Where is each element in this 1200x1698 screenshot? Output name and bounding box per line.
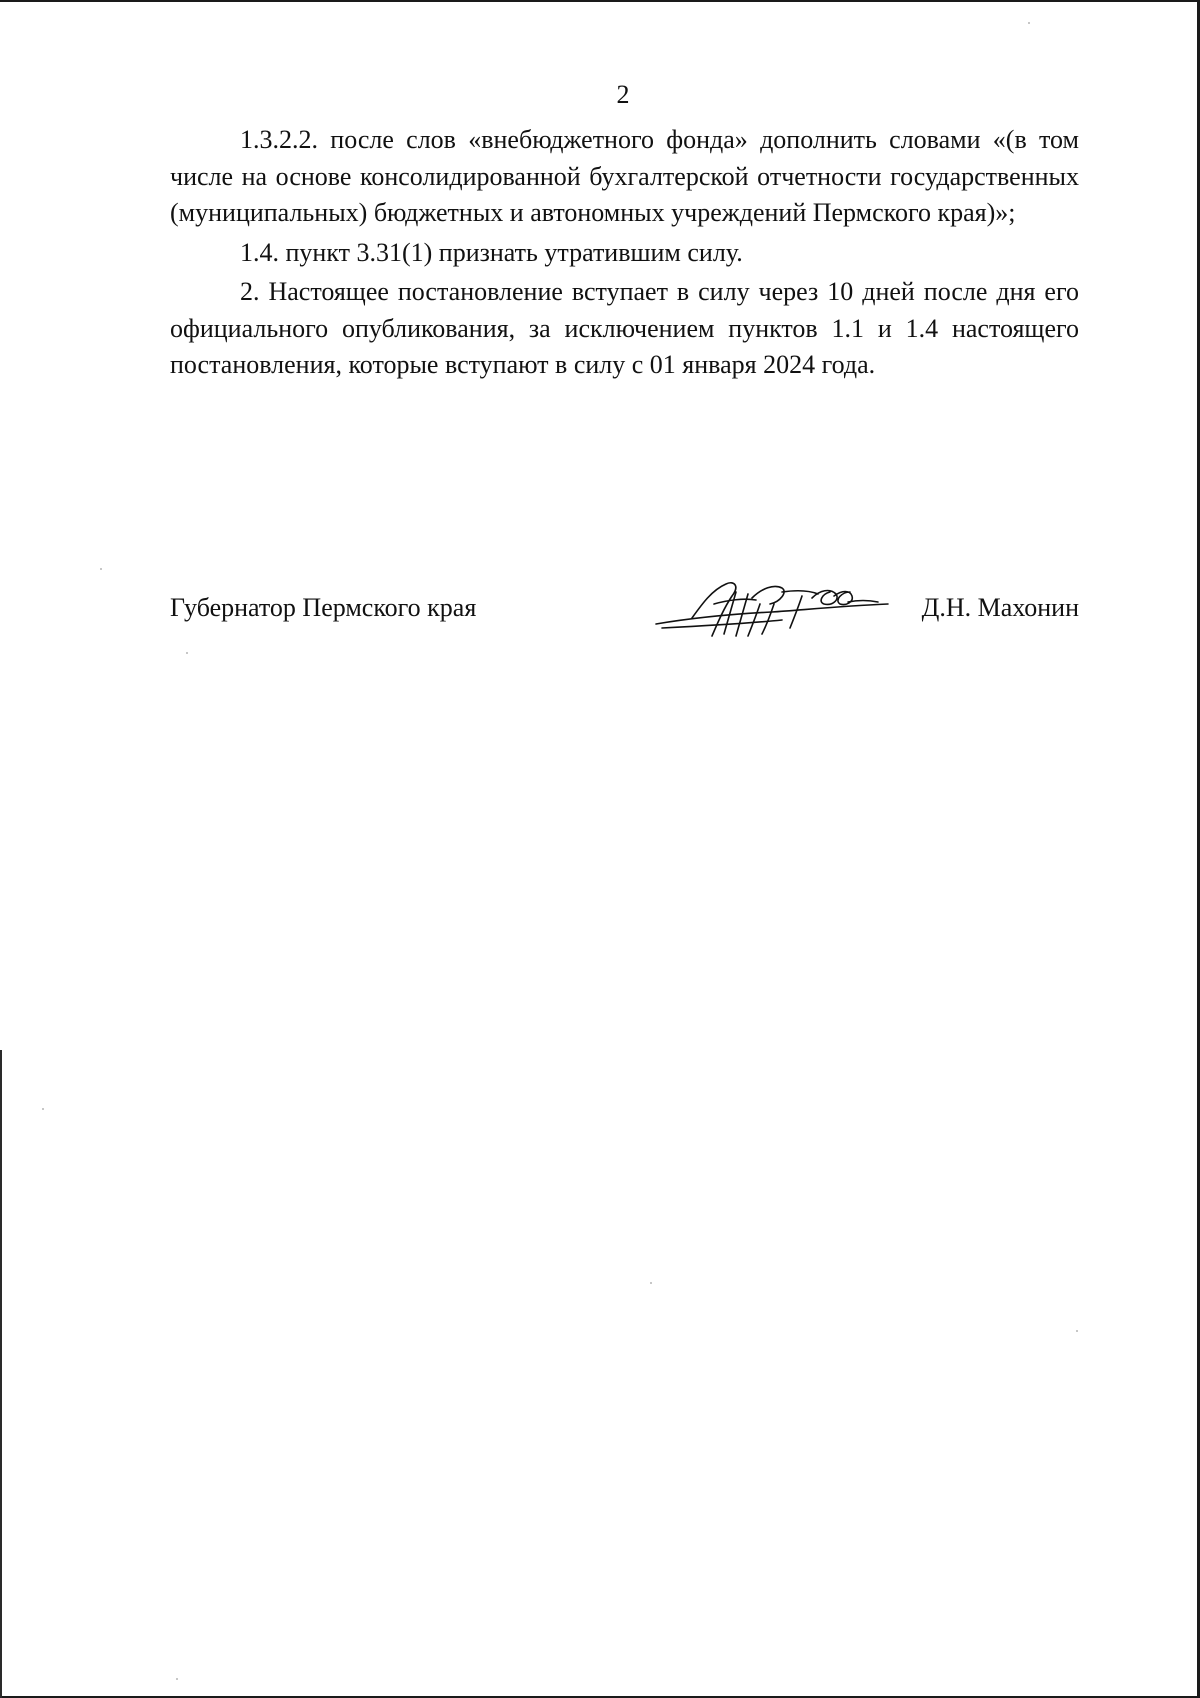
scan-edge-left	[0, 1050, 2, 1698]
scan-speck	[42, 1108, 44, 1110]
scan-speck	[176, 1678, 178, 1680]
signatory-position: Губернатор Пермского края	[170, 593, 477, 622]
signatory-name: Д.Н. Махонин	[921, 593, 1079, 622]
paragraph-1-4: 1.4. пункт 3.31(1) признать утратившим силу.	[240, 237, 743, 267]
scan-speck	[1028, 22, 1030, 24]
handwritten-signature	[652, 574, 892, 646]
paragraph-1-3-2-2: 1.3.2.2. после слов «внебюджетного фонда» дополнить словами «(в том числе на основе консолидированной бухгалтерской отчетности государственных (муниципальных) бюджетных и автономных учреждений Пермского края)»;	[170, 125, 1079, 227]
scan-speck	[186, 652, 188, 654]
scan-edge-top	[0, 0, 1200, 2]
page-number: 2	[616, 80, 630, 109]
signature-block	[170, 590, 1079, 650]
document-body	[170, 122, 1079, 384]
scan-speck	[100, 568, 102, 570]
scan-speck	[650, 1282, 652, 1284]
scan-speck	[1076, 1330, 1078, 1332]
paragraph-2: 2. Настоящее постановление вступает в силу через 10 дней после дня его официального опубликования, за исключением пунктов 1.1 и 1.4 настоящего постановления, которые вступают в силу с 01 января 2024 года.	[170, 277, 1079, 379]
